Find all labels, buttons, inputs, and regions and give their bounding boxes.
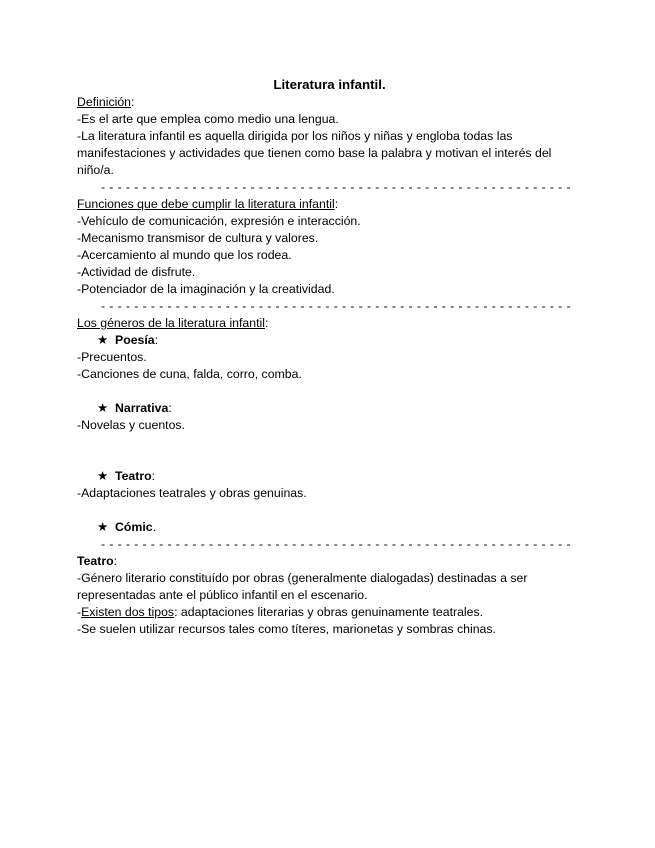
funciones-heading: Funciones que debe cumplir la literatura infantil (77, 197, 335, 211)
document-title: Literatura infantil. (273, 77, 386, 92)
genero-narrativa-suffix: : (168, 401, 172, 415)
genero-comic (77, 519, 582, 536)
spacer (77, 434, 582, 451)
definicion-heading-line (77, 94, 582, 111)
genero-narrativa-name: Narrativa (115, 401, 169, 415)
funciones-item-5: -Potenciador de la imaginación y la creatividad. (77, 282, 335, 296)
star-icon: ★ (97, 520, 109, 534)
funciones-heading-line (77, 196, 582, 213)
genero-poesia-suffix: : (154, 333, 159, 347)
star-icon: ★ (97, 401, 109, 415)
dashed-separator-3: - - - - - - - - - - - - - - - - - - - - - - - - - - - - - - - - - - - - - - - - - - - - - - - - - - - - - - - - - (101, 537, 571, 551)
funciones-item-2: -Mecanismo transmisor de cultura y valores. (77, 231, 319, 245)
spacer (77, 451, 582, 468)
genero-teatro-suffix: : (151, 469, 156, 483)
genero-poesia-name: Poesía (115, 333, 155, 347)
generos-heading: Los géneros de la literatura infantil (77, 316, 265, 330)
genero-poesia (77, 332, 582, 349)
generos-heading-line (77, 315, 582, 332)
genero-comic-suffix: . (152, 520, 157, 534)
definicion-line-1: -Es el arte que emplea como medio una lengua. (77, 112, 339, 126)
generos-colon: : (264, 316, 269, 330)
genero-teatro-name: Teatro (115, 469, 152, 483)
teatro-line-2-underlined: Existen dos tipos (81, 605, 175, 619)
teatro-line-3: -Se suelen utilizar recursos tales como títeres, marionetas y sombras chinas. (77, 622, 496, 636)
narrativa-item-1: -Novelas y cuentos. (77, 418, 185, 432)
teatro-line-2-rest: : adaptaciones literarias y obras genuinamente teatrales. (174, 605, 484, 619)
star-icon: ★ (97, 333, 109, 347)
teatro-colon: : (113, 554, 118, 568)
star-icon: ★ (97, 469, 109, 483)
teatro-line-1: -Género literario constituído por obras (generalmente dialogadas) destinadas a ser representadas ante el público infantil en el escenario. (77, 571, 528, 602)
dashed-separator-1: - - - - - - - - - - - - - - - - - - - - - - - - - - - - - - - - - - - - - - - - - - - - - - - - - - - - - - - - - (101, 180, 571, 194)
poesia-item-1: -Precuentos. (77, 350, 147, 364)
funciones-item-1: -Vehículo de comunicación, expresión e interacción. (77, 214, 361, 228)
genero-teatro (77, 468, 582, 485)
document-page (77, 76, 582, 638)
definicion-heading: Definición (77, 95, 131, 109)
funciones-item-3: -Acercamiento al mundo que los rodea. (77, 248, 292, 262)
definicion-line-2: -La literatura infantil es aquella dirigida por los niños y niñas y engloba todas las manifestaciones y actividades que tienen como base la palabra y motivan el interés del niño/a. (77, 129, 552, 177)
genero-comic-name: Cómic (115, 520, 153, 534)
spacer (77, 502, 582, 519)
definicion-colon: : (131, 95, 135, 109)
poesia-item-2: -Canciones de cuna, falda, corro, comba. (77, 367, 302, 381)
funciones-colon: : (334, 197, 339, 211)
teatro-line-2 (77, 604, 582, 621)
teatro-heading: Teatro (77, 554, 114, 568)
spacer (77, 383, 582, 400)
dashed-separator-2: - - - - - - - - - - - - - - - - - - - - - - - - - - - - - - - - - - - - - - - - - - - - - - - - - - - - - - - - - (101, 299, 571, 313)
teatro-item-1: -Adaptaciones teatrales y obras genuinas. (77, 486, 307, 500)
genero-narrativa (77, 400, 582, 417)
teatro-line-2-prefix: - (77, 605, 82, 619)
funciones-item-4: -Actividad de disfrute. (77, 265, 196, 279)
teatro-heading-line (77, 553, 582, 570)
